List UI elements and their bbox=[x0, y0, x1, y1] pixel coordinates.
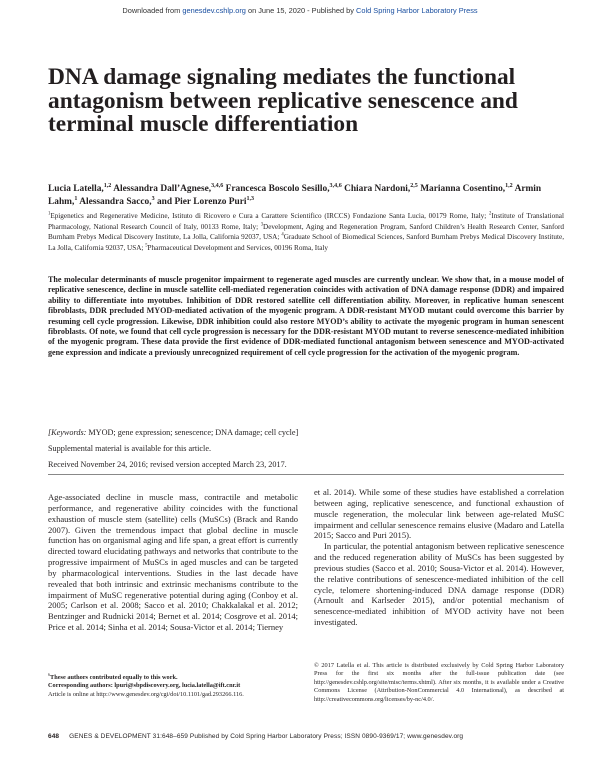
publisher-link[interactable]: Cold Spring Harbor Laboratory Press bbox=[356, 6, 478, 15]
license-note: © 2017 Latella et al. This article is distributed exclusively by Cold Spring Harbor Laboratory Press for the first six months after the full-issue publication date (see http://genesdev.cshlp.org/site/misc/terms.xhtml). After six months, it is available under a Creative Commons License (Attribution-NonCommercial 4.0 International), as described at http://creativecommons.org/licenses/by-nc/4.0/. bbox=[314, 662, 564, 703]
download-prefix: Downloaded from bbox=[122, 6, 183, 15]
body-column-right bbox=[314, 487, 564, 628]
corresponding-emails[interactable]: lpuri@sbpdiscovery.org, lucia.latella@ift.cnr.it bbox=[112, 682, 241, 690]
author-affiliation-sup: 3 bbox=[151, 196, 155, 203]
author-name: Chiara Nardoni, bbox=[344, 184, 411, 194]
received-dates: Received November 24, 2016; revised version accepted March 23, 2017. bbox=[48, 460, 287, 469]
author-affiliation-sup: 2,5 bbox=[410, 182, 418, 189]
download-middle: on June 15, 2020 - Published by bbox=[245, 6, 357, 15]
author-name: Alessandra Dall’Agnese, bbox=[113, 184, 212, 194]
article-online-note: Article is online at http://www.genesdev.org/cgi/doi/10.1101/gad.293266.116. bbox=[48, 690, 244, 698]
site-link[interactable]: genesdev.cshlp.org bbox=[182, 6, 246, 15]
journal-info: GENES & DEVELOPMENT 31:648–659 Published by Cold Spring Harbor Laboratory Press; ISSN 0890-9369/17; www.genesdev.org bbox=[69, 733, 464, 740]
corresponding-label: Corresponding authors: bbox=[48, 682, 113, 690]
affiliation-sup: 4 bbox=[281, 232, 284, 238]
author-name: Francesca Boscolo Sesillo, bbox=[225, 184, 330, 194]
author-name: Armin Lahm, bbox=[48, 184, 542, 208]
author-affiliation-sup: 3,4,6 bbox=[329, 182, 342, 189]
author-affiliation-sup: 1 bbox=[74, 196, 78, 203]
author-name: Marianna Cosentino, bbox=[420, 184, 506, 194]
keywords bbox=[48, 428, 564, 438]
affiliation-sup: 2 bbox=[489, 211, 492, 217]
download-banner bbox=[0, 6, 600, 15]
affiliation-text: Graduate School of Biomedical Sciences, Sanford Burnham Prebys Medical Discovery Institute, La Jolla, California 92037, USA; bbox=[48, 233, 564, 252]
footnote-sup: 6 bbox=[48, 671, 51, 677]
author-affiliation-sup: 1,2 bbox=[505, 182, 513, 189]
author-list bbox=[48, 183, 568, 209]
body-paragraph: Age-associated decline in muscle mass, contractile and metabolic performance, and regenerative ability coincides with the functional exhaustion of muscle stem (satellite) cells (MuSCs) (Brack and Rando 2007). Given the tremendous impact that global decline in muscle function has on organismal aging and life span, a great effort is currently directed toward elucidating pathways and networks that contribute to the progressive impairment of MuSCs in aged muscles and can be targeted by pharmacological interventions. Studies in the last decade have revealed that both intrinsic and extrinsic mechanisms contribute to the impairment of MuSC regenerative potential during aging (Conboy et al. 2005; Carlson et al. 2008; Sacco et al. 2010; Chakkalakal et al. 2012; Bentzinger and Rudnicki 2014; Bernet et al. 2014; Cosgrove et al. 2014; Price et al. 2014; Sinha et al. 2014; Sousa-Victor et al. 2014; Tierney bbox=[48, 492, 298, 633]
page-footer bbox=[48, 733, 568, 740]
supplemental-note: Supplemental material is available for this article. bbox=[48, 444, 212, 453]
keywords-text: MYOD; gene expression; senescence; DNA damage; cell cycle] bbox=[86, 428, 299, 437]
affiliation-text: Development, Aging and Regeneration Program, Sanford Children’s Health Research Center, Sanford Burnham Prebys Medical Discovery Institute, La Jolla, California 92037, USA; bbox=[48, 222, 564, 242]
author-name: Lucia Latella, bbox=[48, 184, 104, 194]
affiliation-sup: 5 bbox=[145, 243, 148, 249]
affiliation-sup: 3 bbox=[260, 222, 264, 228]
affiliation-text: Epigenetics and Regenerative Medicine, Istituto di Ricovero e Cura a Carattere Scientifico (IRCCS) Fondazione Santa Lucia, 00179 Rome, Italy; bbox=[50, 212, 490, 220]
author-name: Alessandra Sacco, bbox=[79, 197, 152, 208]
author-affiliation-sup: 1,3 bbox=[246, 196, 255, 203]
equal-contribution-note bbox=[48, 671, 298, 682]
keywords-label: [Keywords: bbox=[48, 428, 87, 437]
author-affiliation-sup: 1,2 bbox=[103, 182, 112, 189]
article-title: DNA damage signaling mediates the functional antagonism between replicative senescence and terminal muscle differentiation bbox=[48, 64, 518, 138]
affiliation-text: Pharmaceutical Development and Services, 00196 Roma, Italy bbox=[147, 243, 328, 252]
equal-contribution-text: These authors contributed equally to this work. bbox=[50, 674, 178, 681]
author-affiliation-sup: 3,4,6 bbox=[211, 182, 224, 189]
affiliation-sup: 1 bbox=[48, 211, 51, 217]
body-paragraph: In particular, the potential antagonism between replicative senescence and the reduced regeneration ability of MuSCs has been suggested by previous studies (Sacco et al. 2010; Sousa-Victor et al. 2014). However, the relative contributions of senescence-mediated inhibition of the cell cycle, telomere shortening-induced DNA damage response (DDR) (Arnoult and Karlseder 2015), and/or potential mechanism of senescence-mediated inhibition of MYOD activity have not been investigated. bbox=[314, 541, 564, 628]
body-column-left bbox=[48, 492, 298, 633]
author-name: and Pier Lorenzo Puri bbox=[156, 197, 247, 208]
abstract: The molecular determinants of muscle progenitor impairment to regenerate aged muscles are currently unclear. We show that, in a mouse model of replicative senescence, decline in muscle satellite cell-mediated regeneration coincides with activation of DNA damage response (DDR) and impaired ability to differentiate into myotubes. Inhibition of DDR restored satellite cell differentiation ability. Moreover, in replicative human senescent fibroblasts, DDR precluded MYOD-mediated activation of the myogenic program. A DDR-resistant MYOD mutant could overcome this barrier by resuming cell cycle progression. Likewise, DDR inhibition could also restore MYOD’s ability to activate the myogenic program in human senescent fibroblasts. Of note, we found that cell cycle progression is necessary for the DDR-resistant MYOD mutant to reverse senescence-mediated inhibition of the myogenic program. These data provide the first evidence of DDR-mediated functional antagonism between senescence and MYOD-activated gene expression and indicate a previously unrecognized requirement of cell cycle progression for the activation of the myogenic program. bbox=[48, 275, 564, 357]
affiliations bbox=[48, 211, 564, 253]
corresponding-authors bbox=[48, 682, 298, 690]
page-number: 648 bbox=[48, 733, 60, 740]
footnotes bbox=[48, 671, 298, 699]
affiliation-text: Institute of Translational Pharmacology, National Research Council of Italy, 00133 Rome, Italy; bbox=[48, 212, 564, 231]
body-paragraph: et al. 2014). While some of these studies have established a correlation between aging, replicative senescence, and functional exhaustion of muscle regeneration, the molecular link between age-related MuSC impairment and cellular senescence remains elusive (Madaro and Latella 2015; Sacco and Puri 2015). bbox=[314, 487, 564, 541]
section-divider bbox=[48, 474, 564, 475]
